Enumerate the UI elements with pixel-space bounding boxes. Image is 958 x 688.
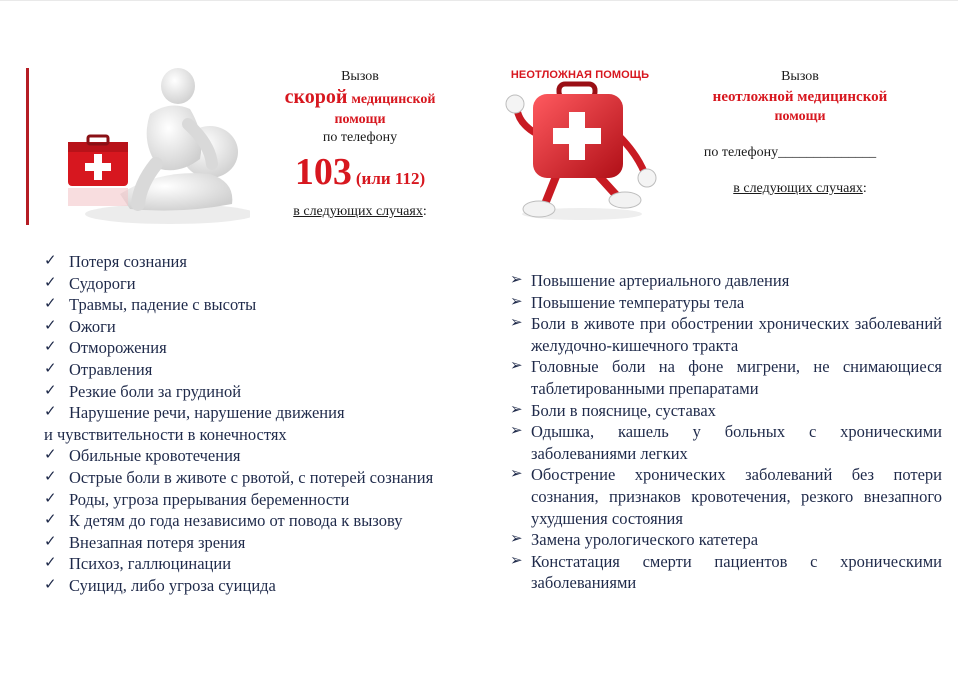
list-item-continuation: и чувствительности в конечностях: [44, 424, 287, 444]
list-item: ➢ Боли в пояснице, суставах: [510, 400, 716, 420]
urgent-call-header: [670, 68, 930, 198]
header-call-line: Вызов: [341, 69, 379, 84]
alternative-phone-number: (или 112): [355, 169, 426, 188]
check-icon: ✓: [44, 317, 57, 334]
list-item: ✓ Роды, угроза прерывания беременности: [44, 489, 350, 509]
header-call-line: Вызов: [781, 69, 819, 84]
urgent-care-badge: НЕОТЛОЖНАЯ ПОМОЩЬ: [510, 69, 650, 81]
check-icon: ✓: [44, 490, 57, 507]
check-icon: ✓: [44, 339, 57, 356]
list-item: ✓ Суицид, либо угроза суицида: [44, 575, 276, 595]
list-item: ✓ Отравления: [44, 359, 153, 379]
header-urgent-medical: неотложной медицинской: [712, 89, 888, 105]
arrow-icon: ➢: [510, 293, 523, 310]
list-item: ➢ Повышение температуры тела: [510, 292, 745, 312]
header-phone-label: по телефону: [322, 130, 398, 145]
cpr-illustration-icon: [60, 64, 250, 228]
list-item: ✓ Отморожения: [44, 338, 167, 358]
check-icon: ✓: [44, 533, 57, 550]
left-accent-bar: [26, 68, 29, 225]
arrow-icon: ➢: [510, 401, 523, 418]
list-item: ✓ Ожоги: [44, 316, 116, 336]
list-item: ✓ Внезапная потеря зрения: [44, 532, 246, 552]
check-icon: ✓: [44, 404, 57, 421]
list-item: ➢ Головные боли на фоне мигрени, не снимающиеся таблетированными препаратами: [510, 357, 942, 398]
urgent-phone-label: по телефону______________: [703, 145, 877, 160]
check-icon: ✓: [44, 296, 57, 313]
list-item: ✓ Обильные кровотечения: [44, 446, 241, 466]
list-item: ➢ Повышение артериального давления: [510, 271, 790, 290]
emergency-phone-number: 103: [294, 151, 352, 193]
list-item: ✓ Потеря сознания: [44, 252, 187, 271]
list-item: ✓ Острые боли в животе с рвотой, с потерей сознания: [44, 467, 434, 487]
arrow-icon: ➢: [510, 358, 523, 375]
check-icon: ✓: [44, 274, 57, 291]
header-help-word: помощи: [334, 112, 386, 127]
check-icon: ✓: [44, 253, 57, 269]
ambulance-cases-list: [44, 251, 494, 597]
check-icon: ✓: [44, 576, 57, 593]
list-item: ✓ Травмы, падение с высоты: [44, 295, 257, 315]
list-item: ➢ Обострение хронических заболеваний без потери сознания, признаков кровотечения, резкого внезапного ухудшения состояния: [510, 465, 942, 528]
list-item: ➢ Одышка, кашель у больных с хроническими заболеваниями легких: [510, 422, 942, 463]
check-icon: ✓: [44, 468, 57, 485]
cases-label: в следующих случаях: [733, 181, 863, 196]
arrow-icon: ➢: [510, 423, 523, 440]
header-medical-word: медицинской: [351, 92, 436, 107]
ambulance-call-header: [260, 68, 460, 221]
list-item: ➢ Боли в животе при обострении хронических заболеваний желудочно-кишечного тракта: [510, 314, 942, 355]
list-item: ✓ Резкие боли за грудиной: [44, 381, 242, 401]
arrow-icon: ➢: [510, 531, 523, 548]
header-ambulance-word: скорой: [284, 86, 348, 108]
check-icon: ✓: [44, 555, 57, 572]
top-divider: [0, 0, 958, 1]
check-icon: ✓: [44, 360, 57, 377]
arrow-icon: ➢: [510, 552, 523, 569]
list-item: ✓ Судороги: [44, 273, 136, 293]
check-icon: ✓: [44, 447, 57, 464]
arrow-icon: ➢: [510, 315, 523, 332]
cases-label: в следующих случаях: [293, 204, 423, 219]
walking-first-aid-kit-icon: [497, 64, 662, 224]
list-item: ✓ Психоз, галлюцинации: [44, 554, 232, 574]
check-icon: ✓: [44, 382, 57, 399]
arrow-icon: ➢: [510, 272, 523, 288]
cases-colon: :: [862, 181, 867, 196]
list-item: ➢ Констатация смерти пациентов с хроническими заболеваниями: [510, 551, 942, 593]
list-item: ➢ Замена урологического катетера: [510, 530, 759, 550]
arrow-icon: ➢: [510, 466, 523, 483]
list-item: ✓ Нарушение речи, нарушение движения: [44, 403, 345, 423]
cases-colon: :: [422, 204, 427, 219]
urgent-cases-list: [510, 270, 942, 594]
list-item: ✓ К детям до года независимо от повода к вызову: [44, 511, 403, 531]
header-help-word: помощи: [774, 109, 826, 124]
check-icon: ✓: [44, 512, 57, 529]
